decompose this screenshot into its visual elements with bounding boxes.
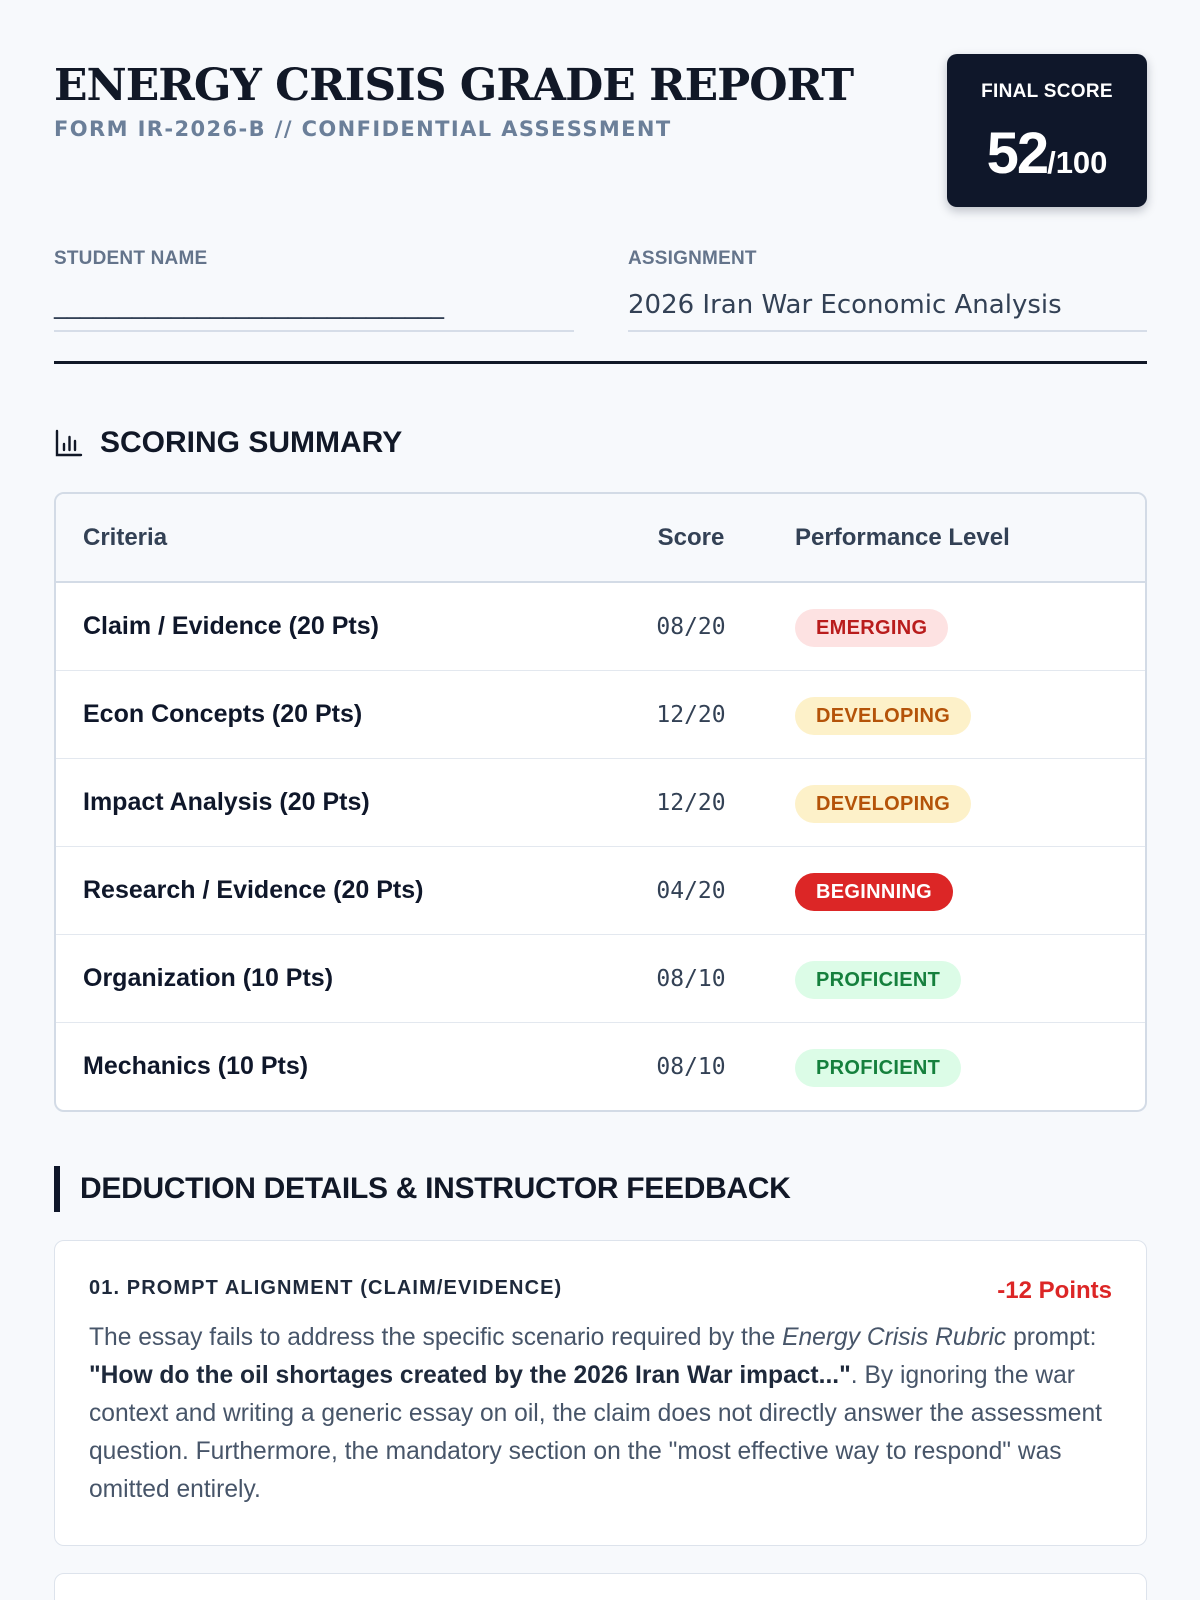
assignment-field — [628, 248, 1147, 332]
page-subtitle: FORM IR-2026-B // CONFIDENTIAL ASSESSMENT — [54, 117, 672, 141]
student-name-label: STUDENT NAME — [54, 248, 208, 269]
row-criteria: Organization (10 Pts) — [83, 964, 334, 992]
deduction-feedback — [89, 1319, 1109, 1509]
table-row — [56, 583, 1145, 671]
feedback-quote: "How do the oil shortages created by the 2026 Iran War impact..." — [89, 1362, 851, 1389]
table-row — [56, 935, 1145, 1023]
row-score: 12/20 — [656, 790, 726, 816]
table-row — [56, 1023, 1145, 1111]
page-title: ENERGY CRISIS GRADE REPORT — [54, 60, 854, 111]
deduction-points: -12 Points — [997, 1277, 1112, 1304]
heading-accent-bar — [54, 1166, 60, 1212]
column-score: Score — [657, 524, 725, 551]
row-score: 08/10 — [656, 1054, 726, 1080]
header-divider — [54, 361, 1147, 364]
row-score: 12/20 — [656, 702, 726, 728]
status-badge: PROFICIENT — [795, 961, 961, 999]
row-score: 04/20 — [656, 878, 726, 904]
status-badge: DEVELOPING — [795, 697, 971, 735]
status-badge: DEVELOPING — [795, 785, 971, 823]
final-score-value — [947, 120, 1147, 187]
row-criteria: Impact Analysis (20 Pts) — [83, 788, 370, 816]
final-score-total: /100 — [1047, 145, 1108, 180]
table-row — [56, 671, 1145, 759]
table-row — [56, 847, 1145, 935]
deductions-heading — [54, 1166, 791, 1212]
deduction-card-next — [54, 1573, 1147, 1600]
row-criteria: Econ Concepts (20 Pts) — [83, 700, 363, 728]
deduction-title: 01. PROMPT ALIGNMENT (CLAIM/EVIDENCE) — [89, 1277, 563, 1299]
feedback-text: . By ignoring the war context and writing a generic essay on oil, the claim does not directly answer the assessment question. Furthermore, the mandatory section on the "most effective way to respond" was omitted entirely. — [89, 1362, 1102, 1503]
grade-report — [54, 0, 1147, 1600]
table-header — [56, 494, 1145, 583]
bar-chart-icon — [54, 428, 84, 458]
deduction-card — [54, 1240, 1147, 1546]
final-score-box — [947, 54, 1147, 207]
status-badge: PROFICIENT — [795, 1049, 961, 1087]
row-score: 08/20 — [656, 614, 726, 640]
assignment-label: ASSIGNMENT — [628, 248, 757, 269]
column-performance-level: Performance Level — [795, 524, 1010, 551]
scoring-summary-heading — [54, 425, 402, 461]
scoring-summary-title: SCORING SUMMARY — [100, 426, 403, 459]
column-criteria: Criteria — [83, 524, 168, 551]
deductions-title: DEDUCTION DETAILS & INSTRUCTOR FEEDBACK — [80, 1172, 791, 1205]
row-criteria: Research / Evidence (20 Pts) — [83, 876, 424, 904]
final-score-label: FINAL SCORE — [981, 81, 1113, 102]
assignment-value: 2026 Iran War Economic Analysis — [628, 290, 1147, 332]
row-criteria: Claim / Evidence (20 Pts) — [83, 612, 379, 640]
feedback-emphasis: Energy Crisis Rubric — [782, 1324, 1007, 1351]
status-badge: BEGINNING — [795, 873, 953, 911]
table-row — [56, 759, 1145, 847]
status-badge: EMERGING — [795, 609, 948, 647]
feedback-text: The essay fails to address the specific scenario required by the — [89, 1324, 783, 1351]
student-name-value[interactable]: ______________________________ — [54, 290, 574, 332]
final-score-number: 52 — [986, 121, 1048, 186]
feedback-text: prompt: — [1006, 1324, 1097, 1351]
student-name-field[interactable] — [54, 248, 574, 332]
row-score: 08/10 — [656, 966, 726, 992]
row-criteria: Mechanics (10 Pts) — [83, 1052, 309, 1080]
scoring-table — [54, 492, 1147, 1112]
